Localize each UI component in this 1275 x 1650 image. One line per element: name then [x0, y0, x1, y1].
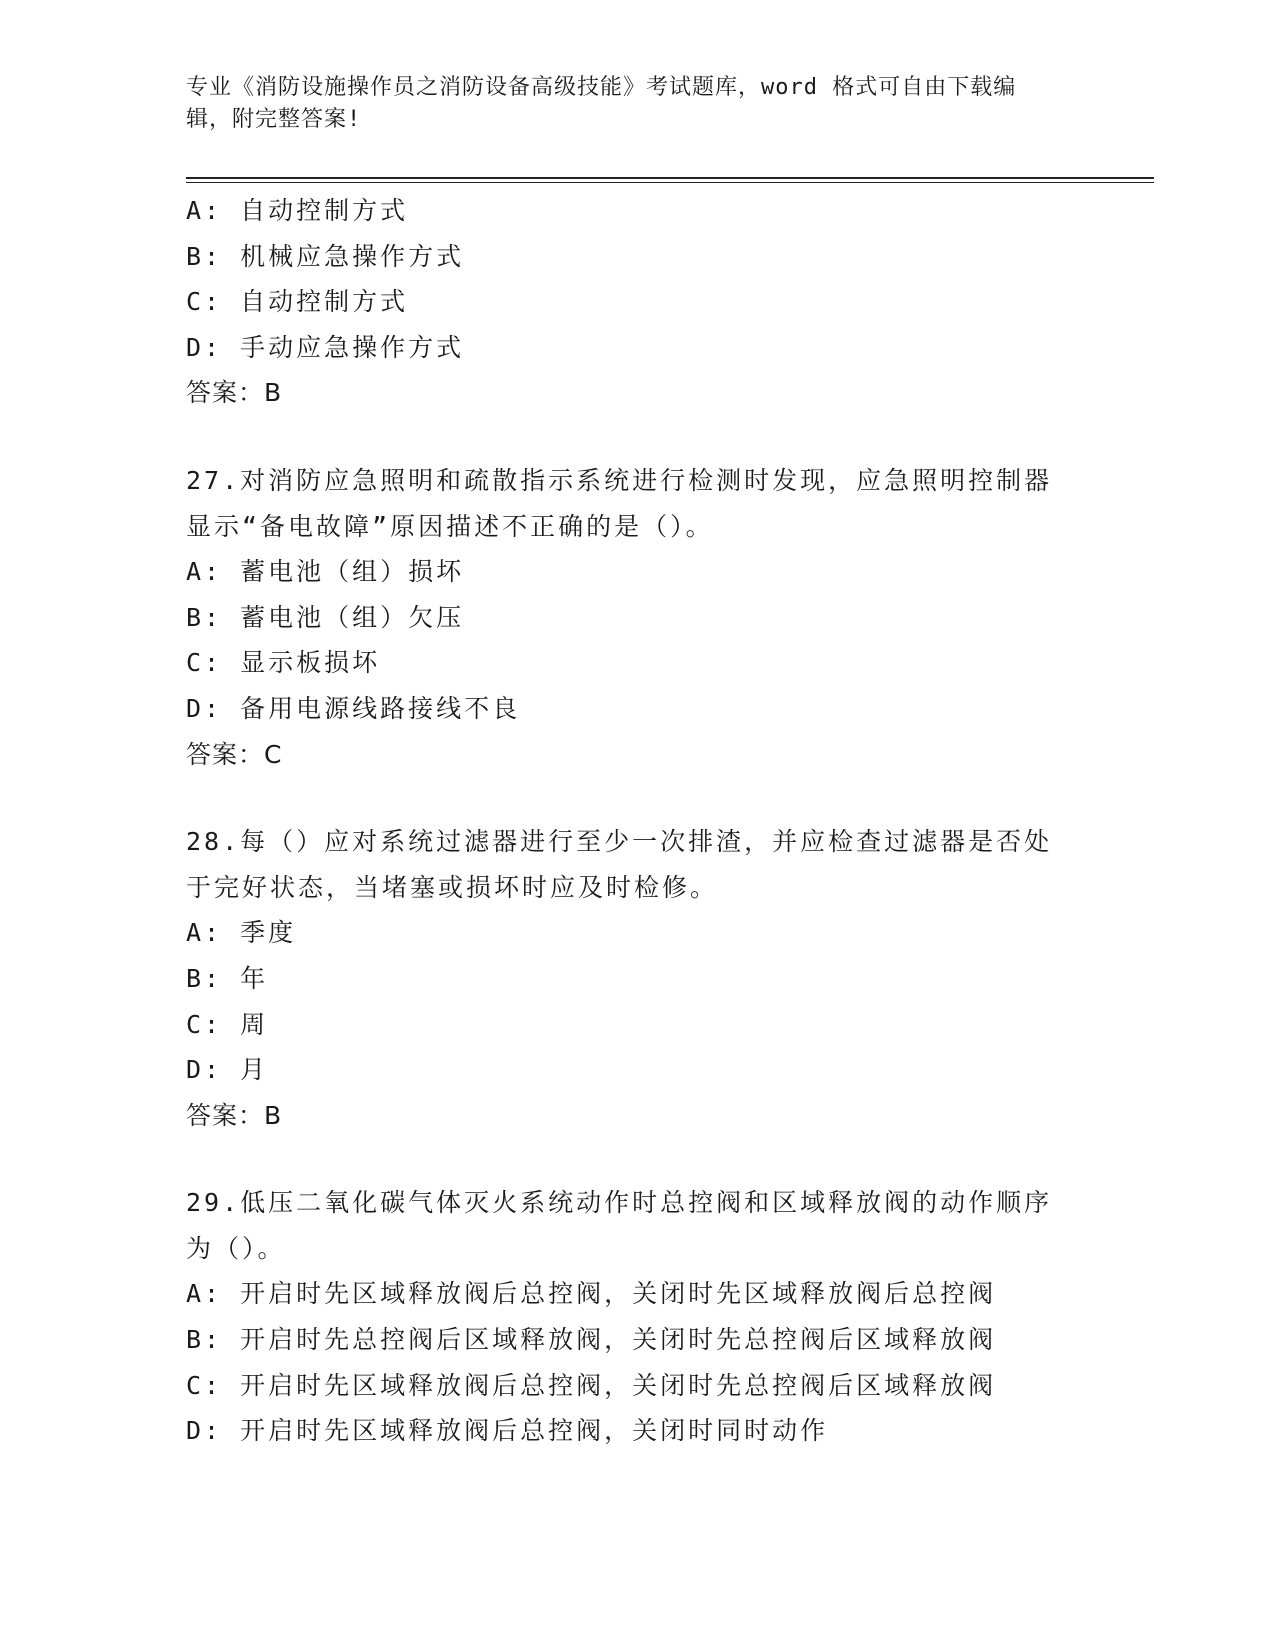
option-d: D: 手动应急操作方式 [186, 332, 465, 362]
header-line-2: 辑，附完整答案! [186, 107, 362, 132]
answer-line: 答案：B [186, 1100, 283, 1130]
option-b: B: 年 [186, 963, 269, 993]
document-header [186, 72, 1086, 136]
question-text-line-1: 28.每（）应对系统过滤器进行至少一次排渣，并应检查过滤器是否处 [186, 827, 1053, 857]
option-b: B: 开启时先总控阀后区域释放阀，关闭时先总控阀后区域释放阀 [186, 1325, 997, 1355]
option-b: B: 机械应急操作方式 [186, 241, 465, 271]
option-c: C: 自动控制方式 [186, 287, 409, 317]
option-a: A: 开启时先区域释放阀后总控阀，关闭时先区域释放阀后总控阀 [186, 1279, 997, 1309]
header-line-1: 专业《消防设施操作员之消防设备高级技能》考试题库，word 格式可自由下载编 [186, 75, 1017, 100]
option-a: A: 自动控制方式 [186, 196, 409, 225]
question-29 [186, 1180, 1126, 1454]
question-text-line-1: 29.低压二氧化碳气体灭火系统动作时总控阀和区域释放阀的动作顺序 [186, 1188, 1053, 1218]
question-list [186, 188, 1126, 1454]
question-text-line-2: 为（）。 [186, 1233, 286, 1263]
option-c: C: 周 [186, 1009, 269, 1039]
option-c: C: 显示板损坏 [186, 648, 381, 678]
option-d: D: 备用电源线路接线不良 [186, 693, 521, 723]
answer-line: 答案：B [186, 378, 283, 408]
option-d: D: 月 [186, 1055, 269, 1085]
spacer [186, 1138, 1126, 1180]
question-text-line-2: 于完好状态，当堵塞或损坏时应及时检修。 [186, 872, 719, 902]
question-28 [186, 819, 1126, 1138]
question-27 [186, 458, 1126, 777]
question-text-line-2: 显示“备电故障”原因描述不正确的是（）。 [186, 511, 714, 541]
option-d: D: 开启时先区域释放阀后总控阀，关闭时同时动作 [186, 1416, 829, 1446]
spacer [186, 416, 1126, 458]
option-a: A: 蓄电池（组）损坏 [186, 557, 465, 587]
option-a: A: 季度 [186, 918, 297, 948]
header-divider-thick [186, 177, 1154, 179]
question-26 [186, 188, 1126, 416]
option-b: B: 蓄电池（组）欠压 [186, 602, 465, 632]
question-text-line-1: 27.对消防应急照明和疏散指示系统进行检测时发现，应急照明控制器 [186, 465, 1053, 495]
spacer [186, 777, 1126, 819]
option-c: C: 开启时先区域释放阀后总控阀，关闭时先总控阀后区域释放阀 [186, 1370, 997, 1400]
header-divider-thin [186, 182, 1154, 183]
answer-line: 答案：C [186, 739, 283, 769]
